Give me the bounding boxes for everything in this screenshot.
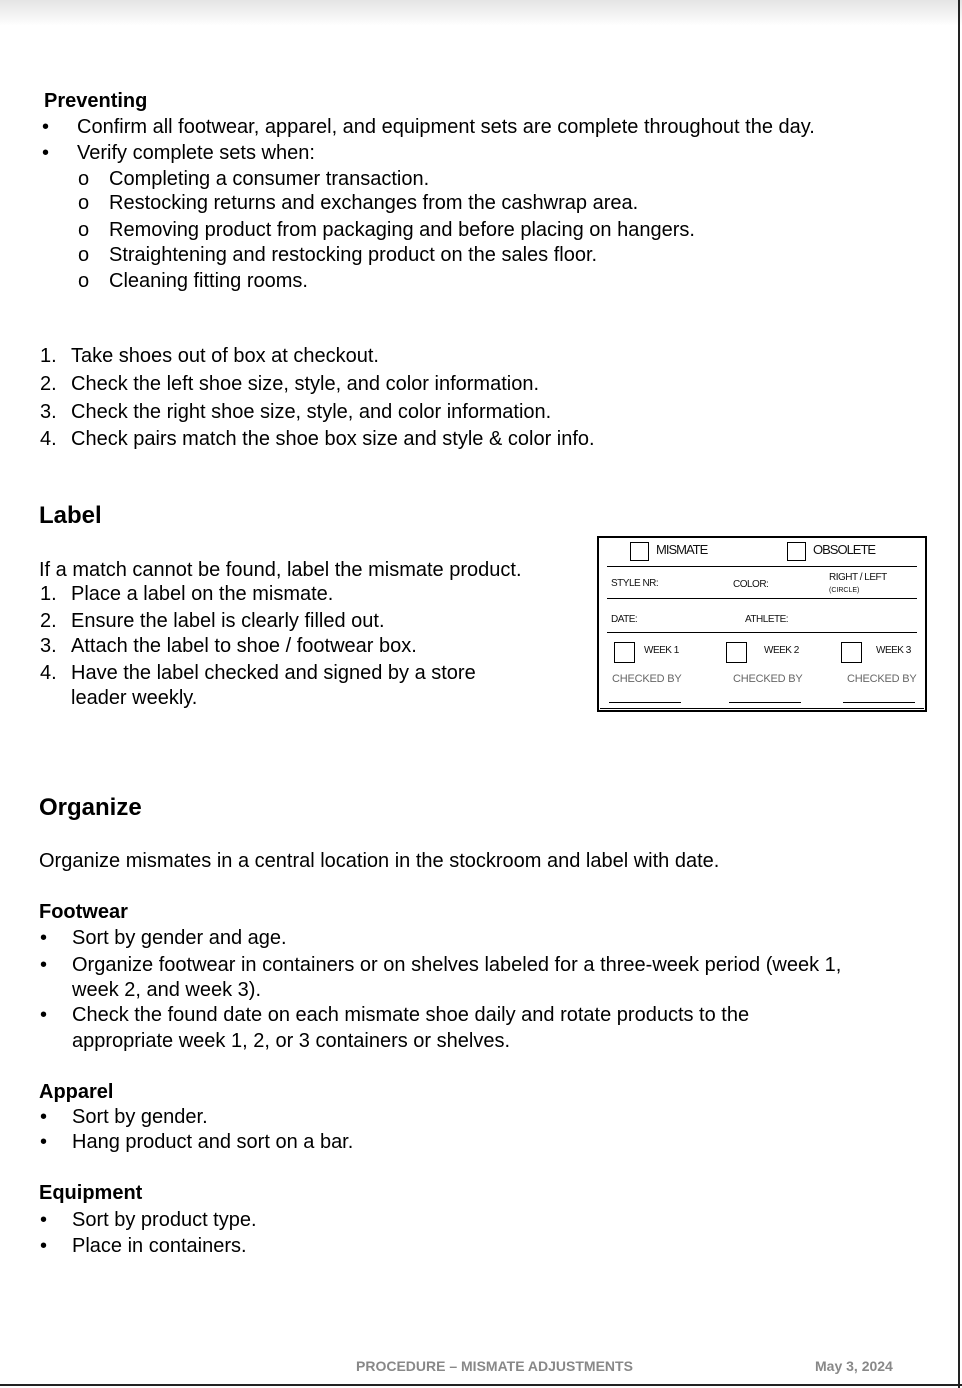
card-divider	[607, 598, 917, 599]
equipment-bullet-2: Place in containers.	[72, 1235, 247, 1257]
mismate-checkbox	[630, 542, 649, 561]
footwear-bullet-3-continued: appropriate week 1, 2, or 3 containers or shelves.	[72, 1030, 511, 1052]
label-step-1: Place a label on the mismate.	[71, 583, 334, 605]
card-style-nr: STYLE NR:	[611, 578, 659, 589]
preventing-sub-bullet-4: Straightening and restocking product on the sales floor.	[109, 244, 598, 266]
week3-checkbox	[841, 642, 862, 663]
apparel-bullet-1: Sort by gender.	[72, 1106, 208, 1128]
preventing-sub-bullet-2: Restocking returns and exchanges from the cashwrap area.	[109, 192, 639, 214]
mismate-label-card	[597, 536, 927, 712]
card-week-1: WEEK 1	[644, 645, 679, 656]
label-heading: Label	[39, 502, 102, 529]
sub-bullet-marker: o	[78, 192, 90, 214]
footwear-heading: Footwear	[39, 901, 128, 923]
bullet-marker: •	[40, 1131, 48, 1153]
preventing-sub-bullet-5: Cleaning fitting rooms.	[109, 270, 308, 292]
preventing-heading: Preventing	[44, 90, 148, 112]
sub-bullet-marker: o	[78, 270, 90, 292]
card-checked-by-2: CHECKED BY	[733, 673, 803, 685]
footwear-bullet-1: Sort by gender and age.	[72, 927, 287, 949]
page-top-shadow	[0, 0, 962, 26]
obsolete-checkbox	[787, 542, 806, 561]
sub-bullet-marker: o	[78, 244, 90, 266]
bullet-marker: •	[40, 1235, 48, 1257]
step-number: 4.	[40, 662, 57, 684]
card-checked-by-3: CHECKED BY	[847, 673, 917, 685]
signature-line-3	[843, 702, 915, 703]
label-step-2: Ensure the label is clearly filled out.	[71, 610, 385, 632]
label-step-4: Have the label checked and signed by a store	[71, 662, 476, 684]
footwear-bullet-2-continued: week 2, and week 3).	[72, 979, 261, 1001]
sub-bullet-marker: o	[78, 168, 90, 190]
card-color: COLOR:	[733, 579, 769, 590]
step-number: 2.	[40, 610, 57, 632]
equipment-bullet-1: Sort by product type.	[72, 1209, 257, 1231]
label-step-4-continued: leader weekly.	[71, 687, 198, 709]
week1-checkbox	[614, 642, 635, 663]
bullet-marker: •	[40, 1004, 48, 1026]
apparel-heading: Apparel	[39, 1081, 114, 1103]
card-athlete: ATHLETE:	[745, 614, 789, 625]
footer-title: PROCEDURE – MISMATE ADJUSTMENTS	[356, 1358, 633, 1374]
card-obsolete-label: OBSOLETE	[813, 542, 876, 557]
footer-date: May 3, 2024	[815, 1358, 893, 1374]
step-number: 4.	[40, 428, 57, 450]
apparel-bullet-2: Hang product and sort on a bar.	[72, 1131, 354, 1153]
preventing-sub-bullet-1: Completing a consumer transaction.	[109, 168, 430, 190]
sub-bullet-marker: o	[78, 219, 90, 241]
page-bottom-border	[0, 1384, 962, 1386]
footwear-bullet-2: Organize footwear in containers or on shelves labeled for a three-week period (week 1,	[72, 954, 842, 976]
card-divider	[607, 632, 917, 633]
preventing-step-1: Take shoes out of box at checkout.	[71, 345, 379, 367]
card-circle-note: (CIRCLE)	[829, 587, 860, 594]
preventing-sub-bullet-3: Removing product from packaging and before placing on hangers.	[109, 219, 695, 241]
organize-intro: Organize mismates in a central location in the stockroom and label with date.	[39, 850, 720, 872]
preventing-step-3: Check the right shoe size, style, and color information.	[71, 401, 552, 423]
preventing-step-4: Check pairs match the shoe box size and style & color info.	[71, 428, 595, 450]
step-number: 3.	[40, 635, 57, 657]
preventing-step-2: Check the left shoe size, style, and color information.	[71, 373, 540, 395]
signature-line-2	[729, 702, 801, 703]
page-right-border	[958, 0, 960, 1388]
step-number: 1.	[40, 345, 57, 367]
card-divider	[607, 566, 917, 567]
card-week-3: WEEK 3	[876, 645, 911, 656]
bullet-marker: •	[40, 954, 48, 976]
bullet-marker: •	[40, 1209, 48, 1231]
bullet-marker: •	[42, 116, 50, 138]
card-week-2: WEEK 2	[764, 645, 799, 656]
card-mismate-label: MISMATE	[656, 542, 708, 557]
step-number: 1.	[40, 583, 57, 605]
card-right-left: RIGHT / LEFT	[829, 572, 887, 583]
label-intro: If a match cannot be found, label the mismate product.	[39, 559, 522, 581]
preventing-bullet-1: Confirm all footwear, apparel, and equipment sets are complete throughout the day.	[77, 116, 815, 138]
card-date: DATE:	[611, 614, 638, 625]
card-checked-by-1: CHECKED BY	[612, 673, 682, 685]
bullet-marker: •	[42, 142, 50, 164]
label-step-3: Attach the label to shoe / footwear box.	[71, 635, 417, 657]
signature-line-1	[609, 702, 681, 703]
equipment-heading: Equipment	[39, 1182, 143, 1204]
bullet-marker: •	[40, 927, 48, 949]
footwear-bullet-3: Check the found date on each mismate shoe daily and rotate products to the	[72, 1004, 750, 1026]
step-number: 3.	[40, 401, 57, 423]
bullet-marker: •	[40, 1106, 48, 1128]
week2-checkbox	[726, 642, 747, 663]
organize-heading: Organize	[39, 794, 142, 821]
step-number: 2.	[40, 373, 57, 395]
preventing-bullet-2: Verify complete sets when:	[77, 142, 315, 164]
